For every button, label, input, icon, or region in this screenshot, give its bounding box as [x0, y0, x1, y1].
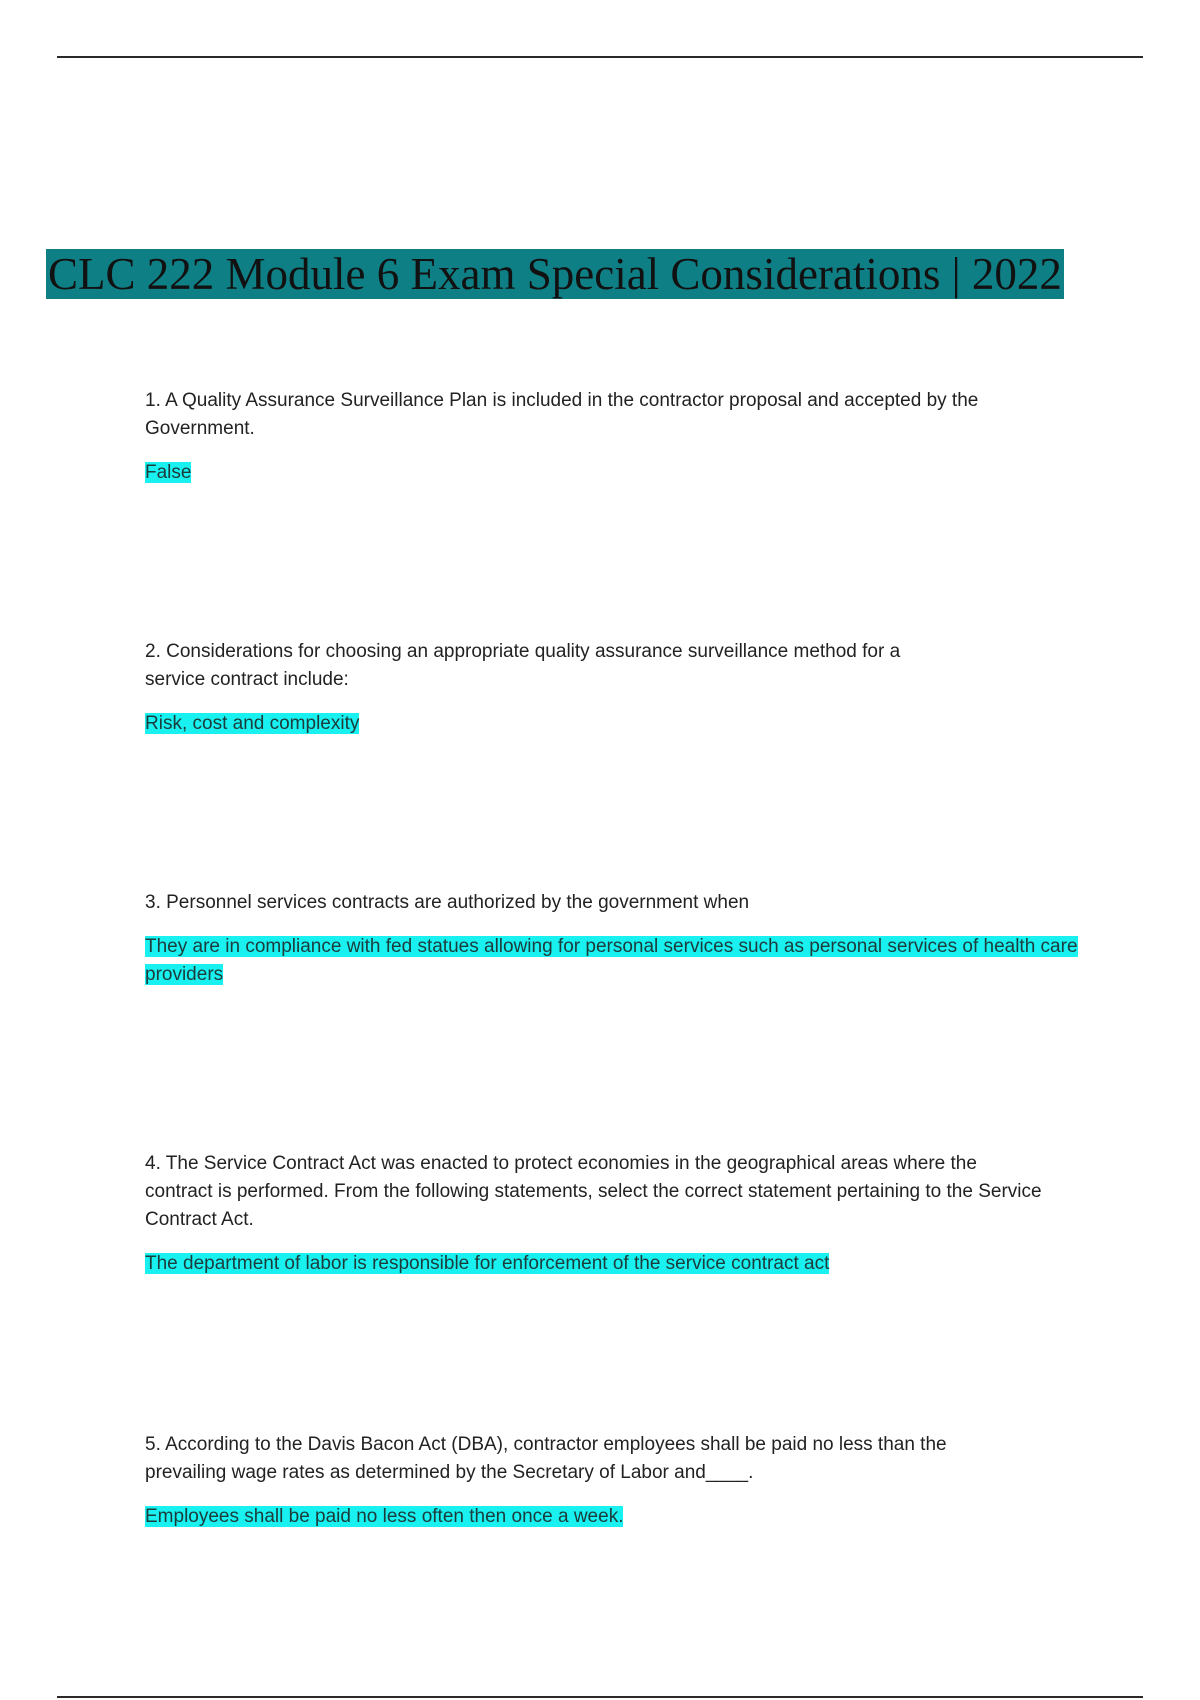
- question-block-3: [145, 889, 1105, 989]
- question-block-4: [145, 1150, 1045, 1278]
- question-text: 4. The Service Contract Act was enacted to protect economies in the geographical areas where the contract is performed. From the following statements, select the correct statement pertaining to the Service Contract Act.: [145, 1153, 1042, 1230]
- question-text: 5. According to the Davis Bacon Act (DBA), contractor employees shall be paid no less than the prevailing wage rates as determined by the Secretary of Labor and____.: [145, 1434, 947, 1483]
- question-block-5: [145, 1431, 1025, 1531]
- answer-highlight: The department of labor is responsible for enforcement of the service contract act: [145, 1253, 830, 1274]
- answer-text: [145, 1250, 1045, 1278]
- question-text: 3. Personnel services contracts are authorized by the government when: [145, 892, 750, 913]
- answer-highlight: False: [145, 462, 192, 483]
- answer-text: [145, 1503, 1025, 1531]
- answer-highlight: Risk, cost and complexity: [145, 713, 360, 734]
- answer-text: [145, 459, 1025, 487]
- question-block-1: [145, 387, 1025, 487]
- answer-highlight: They are in compliance with fed statues allowing for personal services such as personal services of health care providers: [145, 936, 1078, 985]
- answer-highlight: Employees shall be paid no less often then once a week.: [145, 1506, 624, 1527]
- bottom-rule: [57, 1696, 1143, 1698]
- question-text: 1. A Quality Assurance Surveillance Plan is included in the contractor proposal and accepted by the Government.: [145, 390, 979, 439]
- question-block-2: [145, 638, 965, 738]
- answer-text: [145, 933, 1105, 989]
- top-rule: [57, 56, 1143, 58]
- answer-text: [145, 710, 965, 738]
- question-text: 2. Considerations for choosing an appropriate quality assurance surveillance method for a service contract include:: [145, 641, 901, 690]
- document-title: CLC 222 Module 6 Exam Special Considerations | 2022: [48, 249, 1062, 299]
- title-block: [46, 249, 1064, 299]
